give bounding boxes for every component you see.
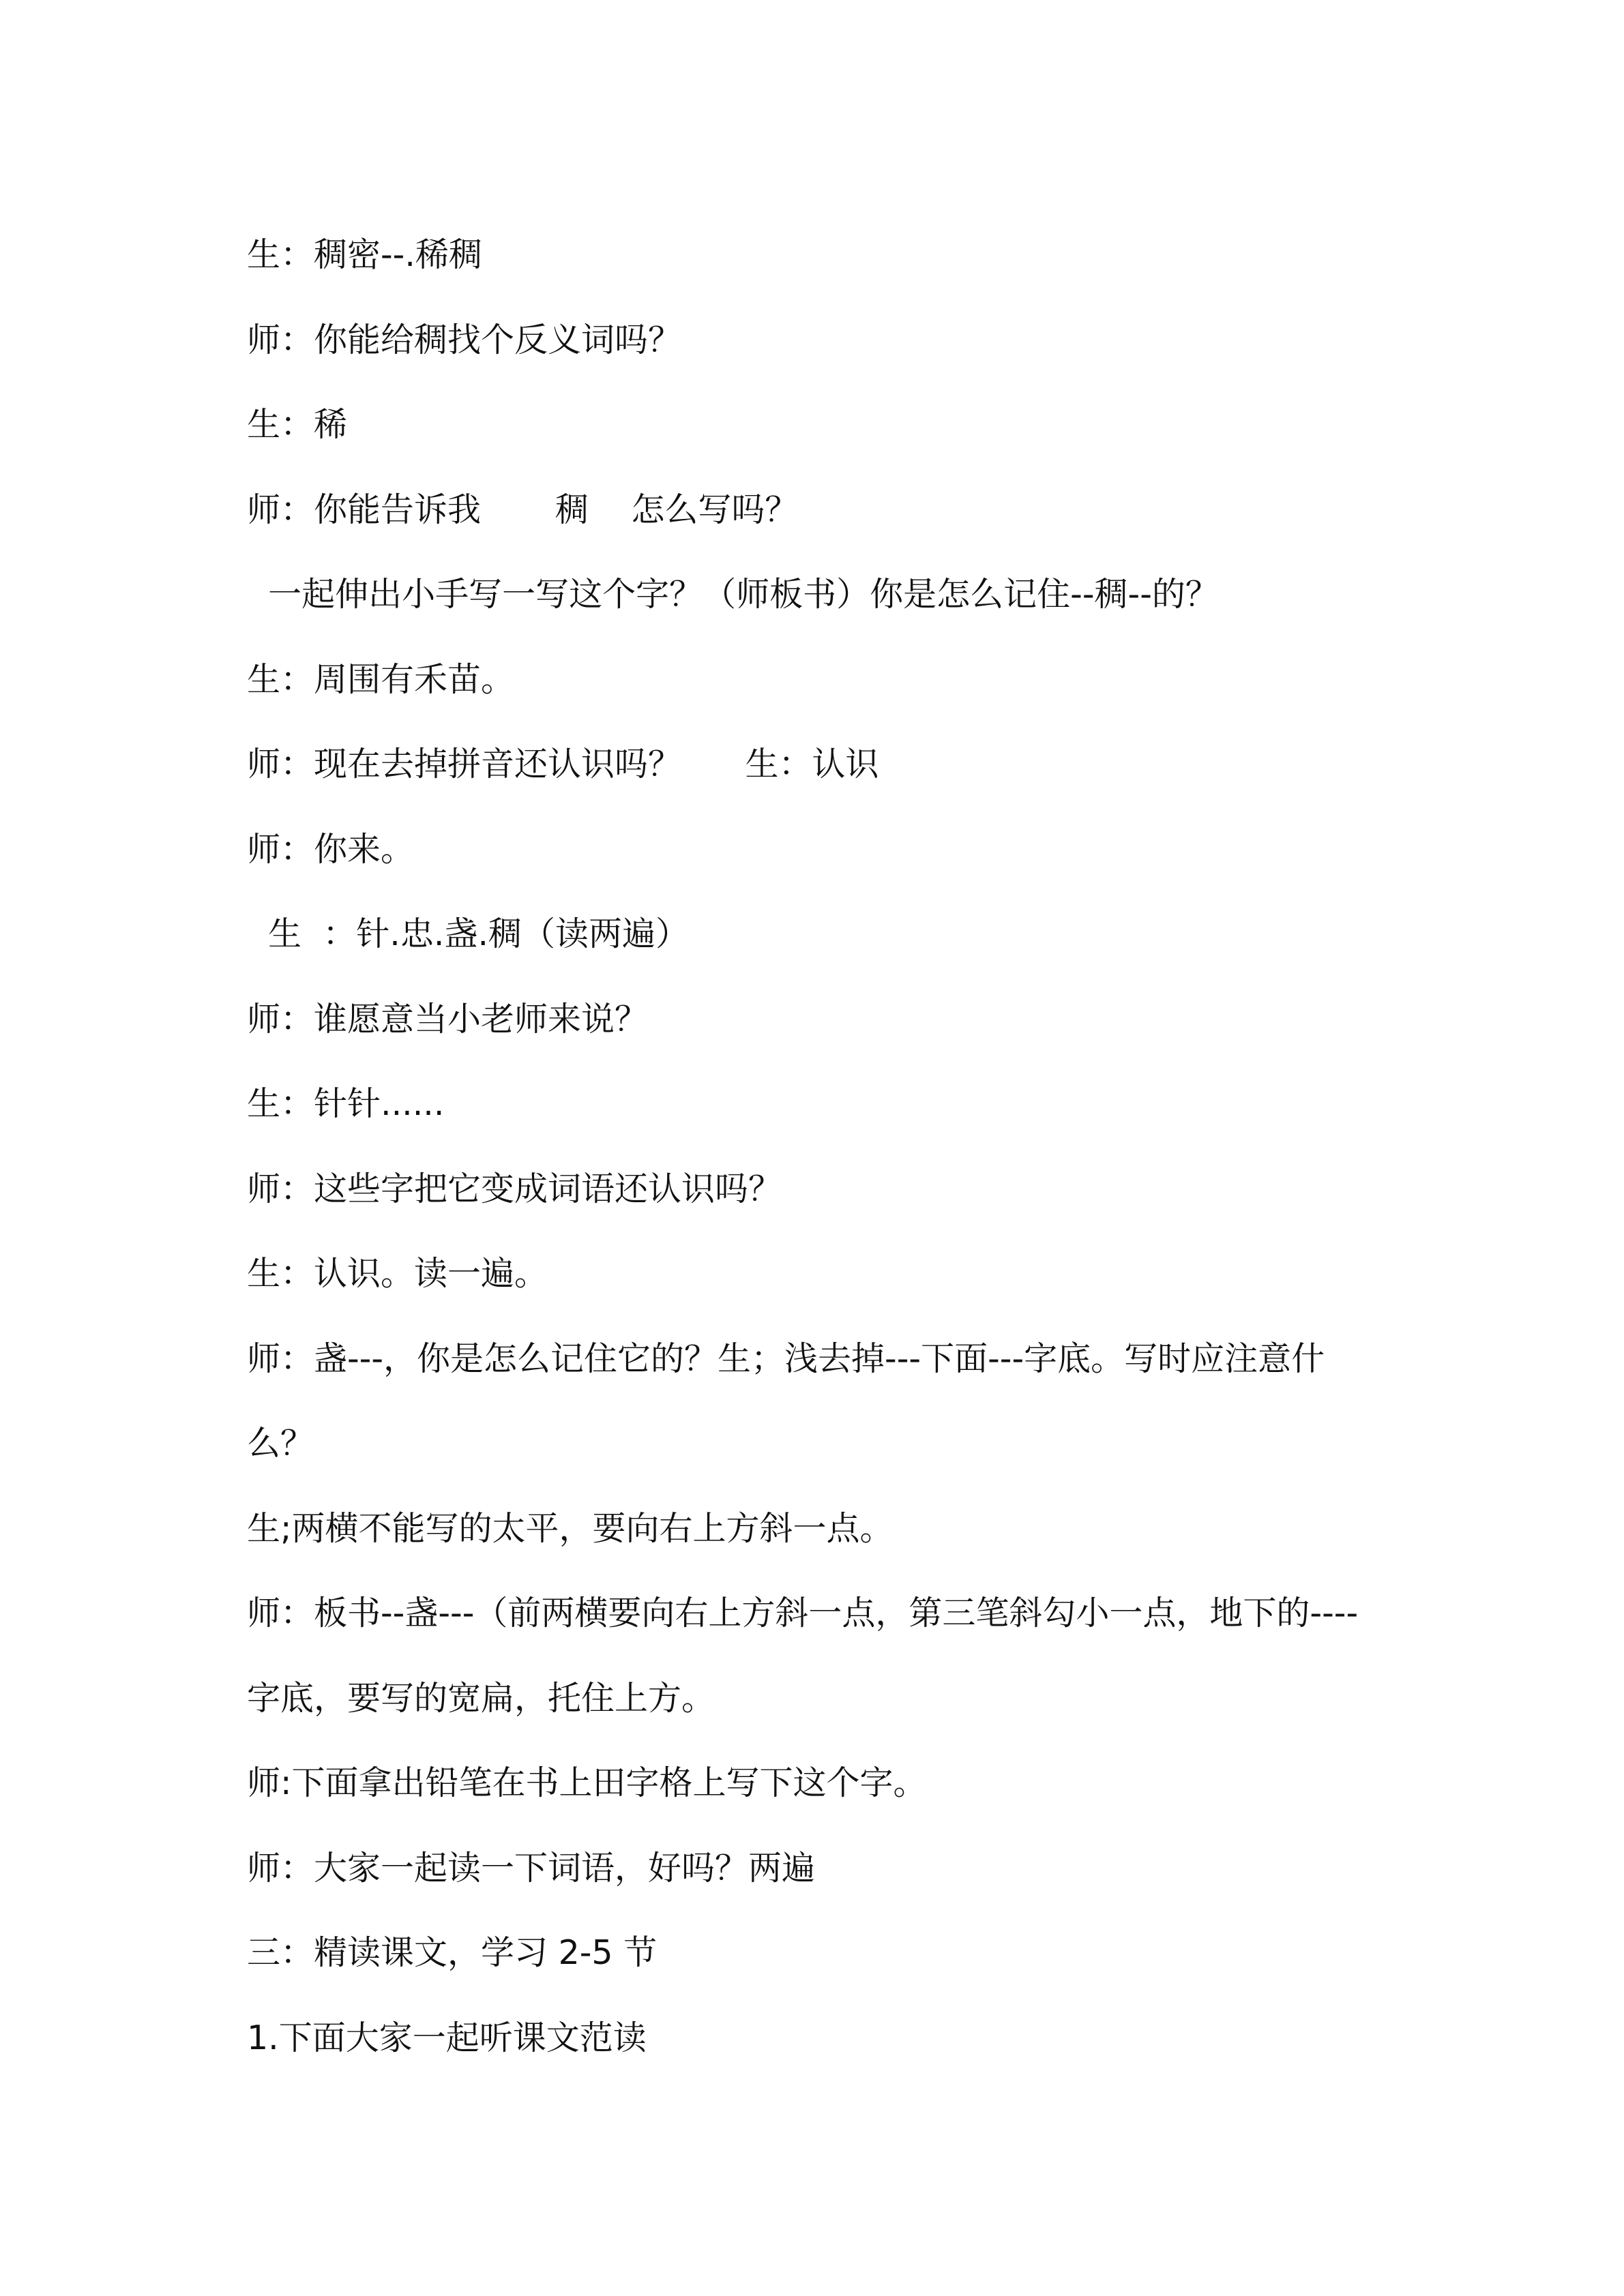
text-line: 生：稠密--.稀稠 [247, 235, 482, 274]
text-line: 1.下面大家一起听课文范读 [247, 2018, 647, 2057]
text-line: 师：现在去掉拼音还认识吗？ 生：认识 [247, 745, 879, 784]
text-line: 师：板书--盏---（前两横要向右上方斜一点，第三笔斜勾小一点，地下的---- [247, 1594, 1359, 1632]
text-line: 师：大家一起读一下词语，好吗？两遍 [247, 1848, 816, 1888]
text-line: 生：周围有禾苗。 [247, 659, 515, 699]
text-line: 师:下面拿出铅笔在书上田字格上写下这个字。 [247, 1763, 927, 1802]
document-body [247, 213, 1393, 2081]
text-line: 师：你来。 [247, 829, 415, 869]
text-line: 生;两横不能写的太平，要向右上方斜一点。 [247, 1508, 894, 1548]
text-line: 一起伸出小手写一写这个字？（师板书）你是怎么记住--稠--的？ [247, 575, 1219, 614]
text-line: 生 ：针.忠.盏.稠（读两遍） [247, 914, 690, 953]
text-line: 么？ [247, 1424, 314, 1463]
text-line: 师：你能给稠找个反义词吗？ [247, 320, 682, 359]
text-line: 三：精读课文，学习 2-5 节 [247, 1933, 658, 1972]
text-line: 生：稀 [247, 405, 348, 444]
text-line: 生：认识。读一遍。 [247, 1254, 548, 1293]
text-line: 师：这些字把它变成词语还认识吗？ [247, 1169, 782, 1208]
text-line: 师：你能告诉我 稠 怎么写吗？ [247, 490, 799, 529]
text-line: 师：盏---，你是怎么记住它的？生；浅去掉---下面---字底。写时应注意什 [247, 1339, 1325, 1378]
text-line: 师：谁愿意当小老师来说？ [247, 999, 649, 1039]
text-line: 生：针针...... [247, 1084, 445, 1123]
text-line: 字底，要写的宽扁，托住上方。 [247, 1678, 715, 1718]
